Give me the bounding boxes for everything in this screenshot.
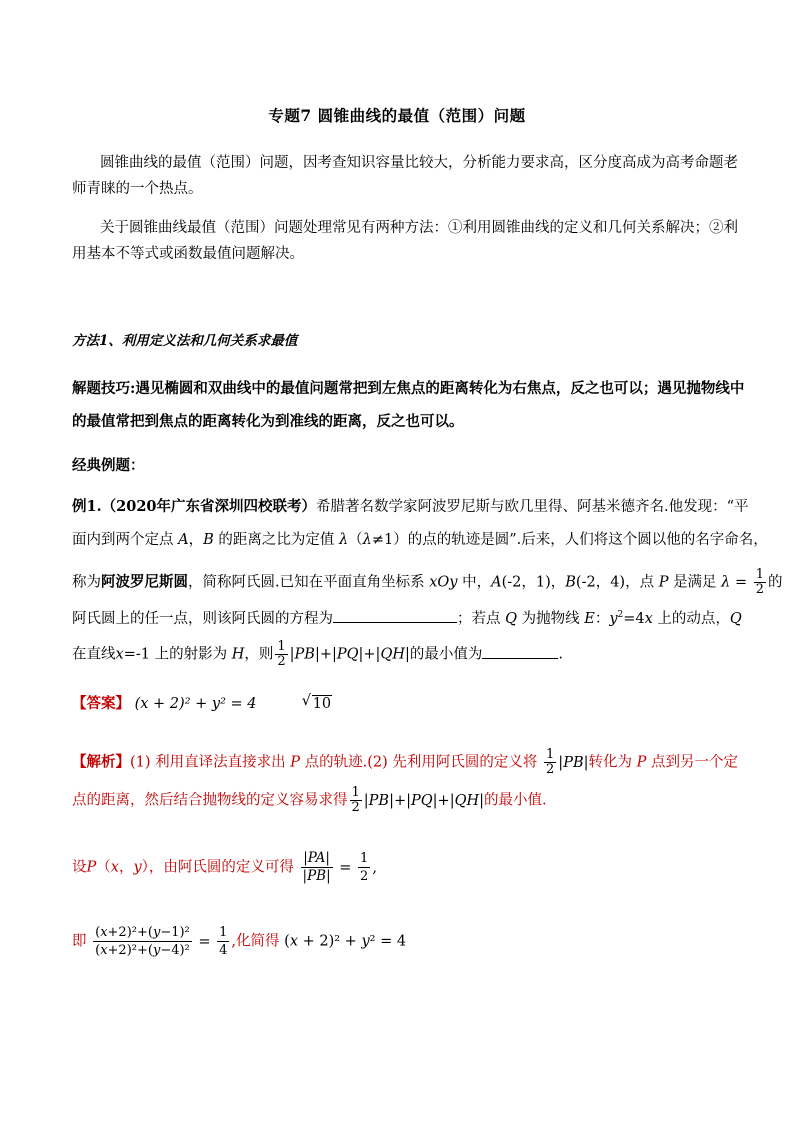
example-1-prefix: 例1.（2020年广东省深圳四校联考） xyxy=(72,498,316,515)
example-1-line-4: 阿氏圆上的任一点，则该阿氏圆的方程为 ；若点 Q 为抛物线 E：$y^2=4x$ 上的动点，Q xyxy=(72,605,742,630)
answer-blank-2[interactable] xyxy=(482,644,558,659)
method-heading: 方法1、利用定义法和几何关系求最值 xyxy=(72,333,298,349)
answer-line xyxy=(72,693,332,715)
example-1-line-3: 称为阿波罗尼斯圆，简称阿氏圆.已知在平面直角坐标系 xOy 中，A(-2，1)，B(-2，4)，点 P 是满足 λ = $\frac{1}{2}$ 的 xyxy=(72,567,783,597)
example-1-line-1: 例1.（2020年广东省深圳四校联考）希腊著名数学家阿波罗尼斯与欧几里得、阿基米德齐名.他发现：“平 xyxy=(72,498,749,515)
intro-paragraph-1-line-2: 师青睐的一个热点。 xyxy=(72,181,203,197)
intro-paragraph-1-line-1: 圆锥曲线的最值（范围）问题，因考查知识容量比较大，分析能力要求高，区分度高成为高考命题老 xyxy=(100,155,738,171)
analysis-step-1: 设P（x，y），由阿氏圆的定义可得 $\frac{|PA|}{|PB|}$ = $\frac{1}{2}$ , xyxy=(72,850,377,884)
intro-paragraph-2-line-1: 关于圆锥曲线最值（范围）问题处理常见有两种方法：①利用圆锥曲线的定义和几何关系解决；②利 xyxy=(100,220,738,236)
analysis-line-1: 【解析】(1) 利用直译法直接求出 P 点的轨迹.(2) 先利用阿氏圆的定义将 $\frac{1}{2}$ |PB|转化为 P 点到另一个定 xyxy=(72,747,738,777)
analysis-label: 【解析】 xyxy=(72,753,130,771)
examples-label: 经典例题： xyxy=(72,457,145,474)
example-1-line-5: 在直线x=-1 上的射影为 H，则 $\frac{1}{2}$ |PB|+|PQ|+|QH|的最小值为 . xyxy=(72,639,563,669)
answer-blank-1[interactable] xyxy=(333,608,457,623)
answer-label: 【答案】 xyxy=(72,695,130,712)
answer-value-2: √ 10 xyxy=(301,693,332,712)
example-1-line-2: 面内到两个定点 A，B 的距离之比为定值 λ（λ≠1）的点的轨迹是圆”.后来，人们将这个圆以他的名字命名， xyxy=(72,532,768,548)
analysis-line-2: 点的距离，然后结合抛物线的定义容易求得 $\frac{1}{2}$ |PB|+|PQ|+|QH|的最小值. xyxy=(72,785,547,815)
tips-line-2: 的最值常把到焦点的距离转化为到准线的距离，反之也可以。 xyxy=(72,413,464,430)
intro-paragraph-2-line-2: 用基本不等式或函数最值问题解决。 xyxy=(72,246,304,262)
page-title: 专题7 圆锥曲线的最值（范围）问题 xyxy=(268,106,526,125)
answer-equation-1: (x + 2)² + y² = 4 xyxy=(134,696,257,712)
tips-line-1: 解题技巧:遇见椭圆和双曲线中的最值问题常把到左焦点的距离转化为右焦点，反之也可以；遇见抛物线中 xyxy=(72,380,745,397)
analysis-step-2: 即 $\frac{\text{(x+2)²+(y−1)²}}{\text{(x+2)²+(y−4)²}}$ = $\frac{1}{4}$ ,化简得 (x + 2)² + y² = 4 xyxy=(72,925,407,958)
